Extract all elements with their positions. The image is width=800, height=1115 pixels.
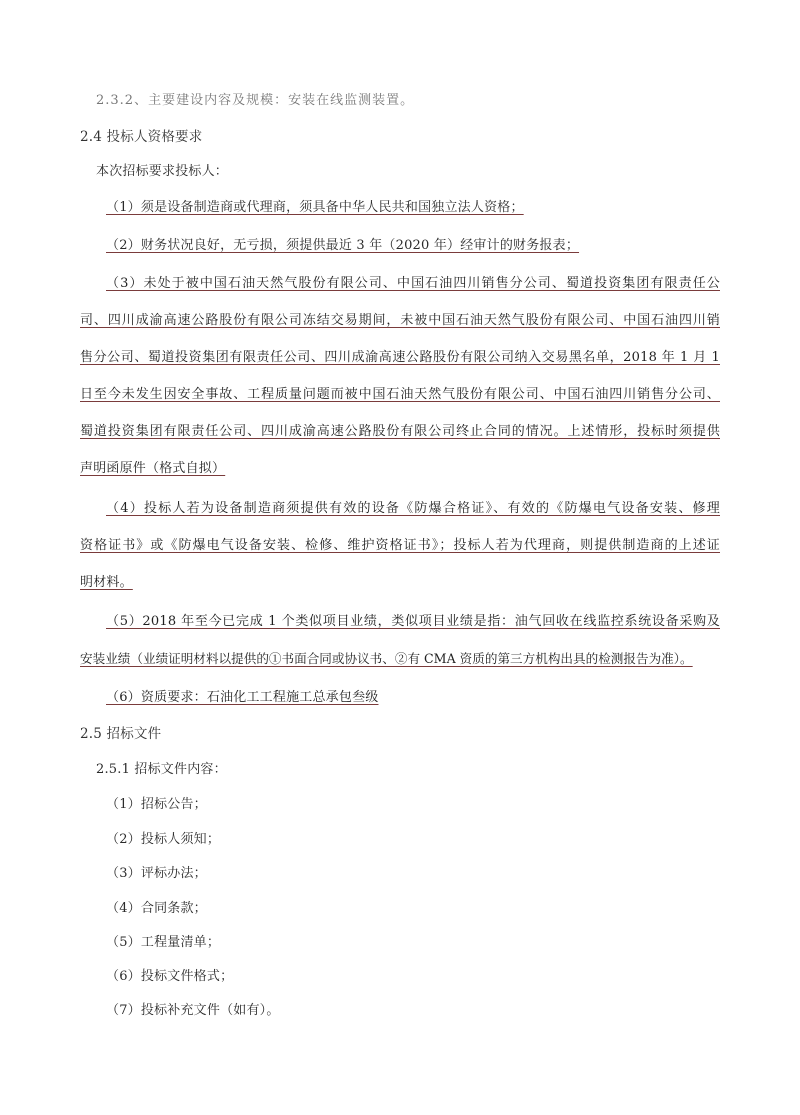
requirement-5-line-1: （5）2018 年至今已完成 1 个类似项目业绩，类似项目业绩是指：油气回收在线监控系统设备采购及 bbox=[106, 614, 720, 629]
requirement-3-line-4: 日至今未发生因安全事故、工程质量问题而被中国石油天然气股份有限公司、中国石油四川销售分公司、 bbox=[80, 387, 720, 402]
requirement-5-line-2: 安装业绩（业绩证明材料以提供的①书面合同或协议书、②有 CMA 资质的第三方机构出具的检测报告为准）。 bbox=[80, 651, 693, 666]
requirement-3-line-3: 售分公司、蜀道投资集团有限责任公司、四川成渝高速公路股份有限公司纳入交易黑名单，2018 年 1 月 1 bbox=[80, 350, 720, 365]
section-2-4-title: 2.4 投标人资格要求 bbox=[80, 129, 203, 145]
doc-item-3: （3）评标办法； bbox=[106, 866, 207, 881]
doc-item-2: （2）投标人须知； bbox=[106, 832, 221, 847]
requirement-2: （2）财务状况良好，无亏损，须提供最近 3 年（2020 年）经审计的财务报表； bbox=[106, 238, 580, 253]
requirement-3-line-6: 声明函原件（格式自拟） bbox=[80, 461, 226, 476]
section-2-5-1-title: 2.5.1 招标文件内容： bbox=[96, 762, 227, 777]
requirement-4-line-1: （4）投标人若为设备制造商须提供有效的设备《防爆合格证》、有效的《防爆电气设备安装、修理 bbox=[106, 501, 720, 516]
requirement-4-line-3: 明材料。 bbox=[80, 575, 133, 590]
doc-item-6: （6）投标文件格式； bbox=[106, 969, 234, 984]
doc-item-5: （5）工程量清单； bbox=[106, 935, 221, 950]
section-2-5-title: 2.5 招标文件 bbox=[80, 726, 162, 742]
requirement-1: （1）须是设备制造商或代理商，须具备中华人民共和国独立法人资格； bbox=[106, 200, 524, 215]
requirement-4-line-2: 资格证书》或《防爆电气设备安装、检修、维护资格证书》；投标人若为代理商，则提供制造商的上述证 bbox=[80, 538, 720, 553]
requirement-6: （6）资质要求：石油化工工程施工总承包叁级 bbox=[106, 690, 379, 705]
requirement-3-line-5: 蜀道投资集团有限责任公司、四川成渝高速公路股份有限公司终止合同的情况。上述情形，投标时须提供 bbox=[80, 424, 720, 439]
section-2-3-2: 2.3.2、主要建设内容及规模：安装在线监测装置。 bbox=[96, 93, 415, 108]
doc-item-1: （1）招标公告； bbox=[106, 797, 207, 812]
requirement-3-line-1: （3）未处于被中国石油天然气股份有限公司、中国石油四川销售分公司、蜀道投资集团有限责任公 bbox=[106, 276, 720, 291]
requirement-3-line-2: 司、四川成渝高速公路股份有限公司冻结交易期间，未被中国石油天然气股份有限公司、中国石油四川销 bbox=[80, 313, 720, 328]
doc-item-7: （7）投标补充文件（如有）。 bbox=[106, 1003, 280, 1018]
doc-item-4: （4）合同条款； bbox=[106, 901, 207, 916]
section-2-4-intro: 本次招标要求投标人： bbox=[96, 164, 229, 179]
